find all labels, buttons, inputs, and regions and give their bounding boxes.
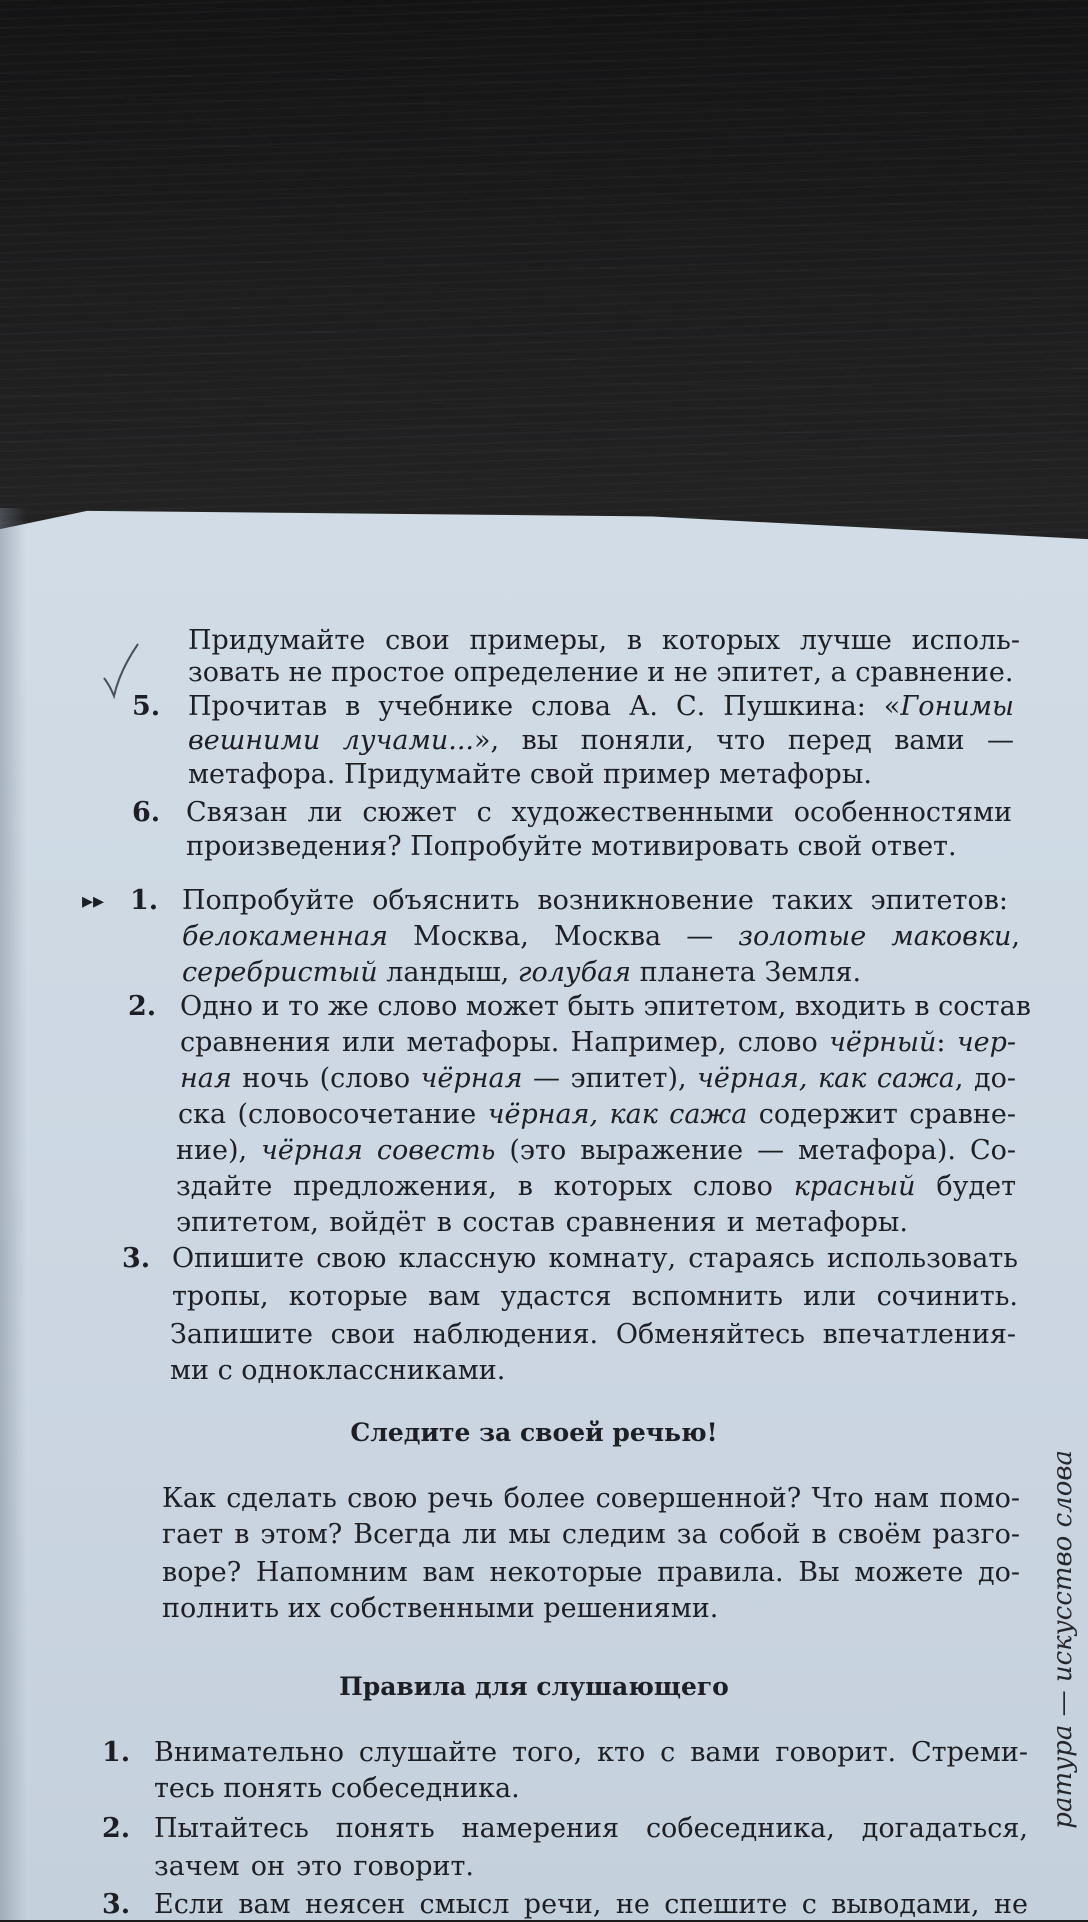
rule-line: Если вам неясен смысл речи, не спешите с выводами, не [154,1889,1028,1920]
task5-text-a: Прочитав в учебнике слова А. С. Пушкина: « [188,691,901,722]
task-line: вешними лучами...», вы поняли, что перед вами — [188,725,1014,756]
task-line: Связан ли сюжет с художественными особенностями [186,797,1012,828]
task-line: эпитетом, войдёт в состав сравнения и метафоры. [176,1207,908,1238]
task-number: 6. [132,797,161,828]
task-line: метафора. Придумайте свой пример метафоры. [188,759,872,790]
task-line: ми с одноклассниками. [170,1355,506,1386]
paragraph-line: гает в этом? Всегда ли мы следим за собой в своём разго- [162,1519,1020,1550]
rule-line: зачем он это говорит. [154,1851,474,1882]
paragraph-line: полнить их собственными решениями. [162,1593,719,1624]
task-line: произведения? Попробуйте мотивировать свой ответ. [186,831,957,862]
task-line: белокаменная Москва, Москва — золотые маковки, [182,921,1021,952]
section-marker-icon: ▸▸ [82,888,105,914]
section-heading: Следите за своей речью! [350,1418,718,1447]
task-line: Одно и то же слово может быть эпитетом, входить в состав [180,991,1031,1022]
task-number: 1. [130,885,159,916]
rule-number: 2. [102,1813,131,1844]
running-title: ратура — искусство слова [1048,1450,1078,1829]
rule-number: 3. [102,1889,131,1920]
rule-line: Пытайтесь понять намерения собеседника, догадаться, [154,1813,1028,1844]
paragraph-line: Как сделать свою речь более совершенной? Что нам помо- [162,1483,1020,1514]
task-line: ная ночь (слово чёрная — эпитет), чёрная, как сажа, до- [180,1063,1016,1094]
task-line: серебристый ландыш, голубая планета Земля. [182,957,862,988]
pushkin-quote-cont: вешними лучами... [188,725,474,756]
task-number: 2. [128,991,157,1022]
task-line [188,690,1014,724]
rule-line: тесь понять собеседника. [154,1773,520,1804]
task-line: Попробуйте объяснить возникновение таких эпитетов: [182,885,1008,916]
task-line: ска (словосочетание чёрная, как сажа содержит сравне- [178,1099,1016,1130]
task-line: Запишите свои наблюдения. Обменяйтесь впечатления- [170,1319,1016,1350]
pushkin-quote: Гонимы [900,691,1014,722]
rule-number: 1. [102,1737,131,1768]
task-line: сравнения или метафоры. Например, слово чёрный: чер- [180,1027,1016,1058]
task-line: ние), чёрная совесть (это выражение — метафора). Со- [176,1135,1016,1166]
task-line: тропы, которые вам удастся вспомнить или сочинить. [172,1281,1018,1312]
section-heading: Правила для слушающего [339,1672,729,1701]
task-number: 5. [132,691,161,722]
task-line: здайте предложения, в которых слово красный будет [176,1171,1017,1202]
rule-line: Внимательно слушайте того, кто с вами говорит. Стреми- [154,1737,1028,1768]
intro-line: Придумайте свои примеры, в которых лучше исполь- [188,625,1020,656]
task-number: 3. [122,1243,151,1274]
task-line: Опишите свою классную комнату, стараясь использовать [172,1243,1018,1274]
intro-line: зовать не простое определение и не эпитет, а сравнение. [188,657,1014,688]
paragraph-line: воре? Напомним вам некоторые правила. Вы можете до- [162,1557,1020,1588]
